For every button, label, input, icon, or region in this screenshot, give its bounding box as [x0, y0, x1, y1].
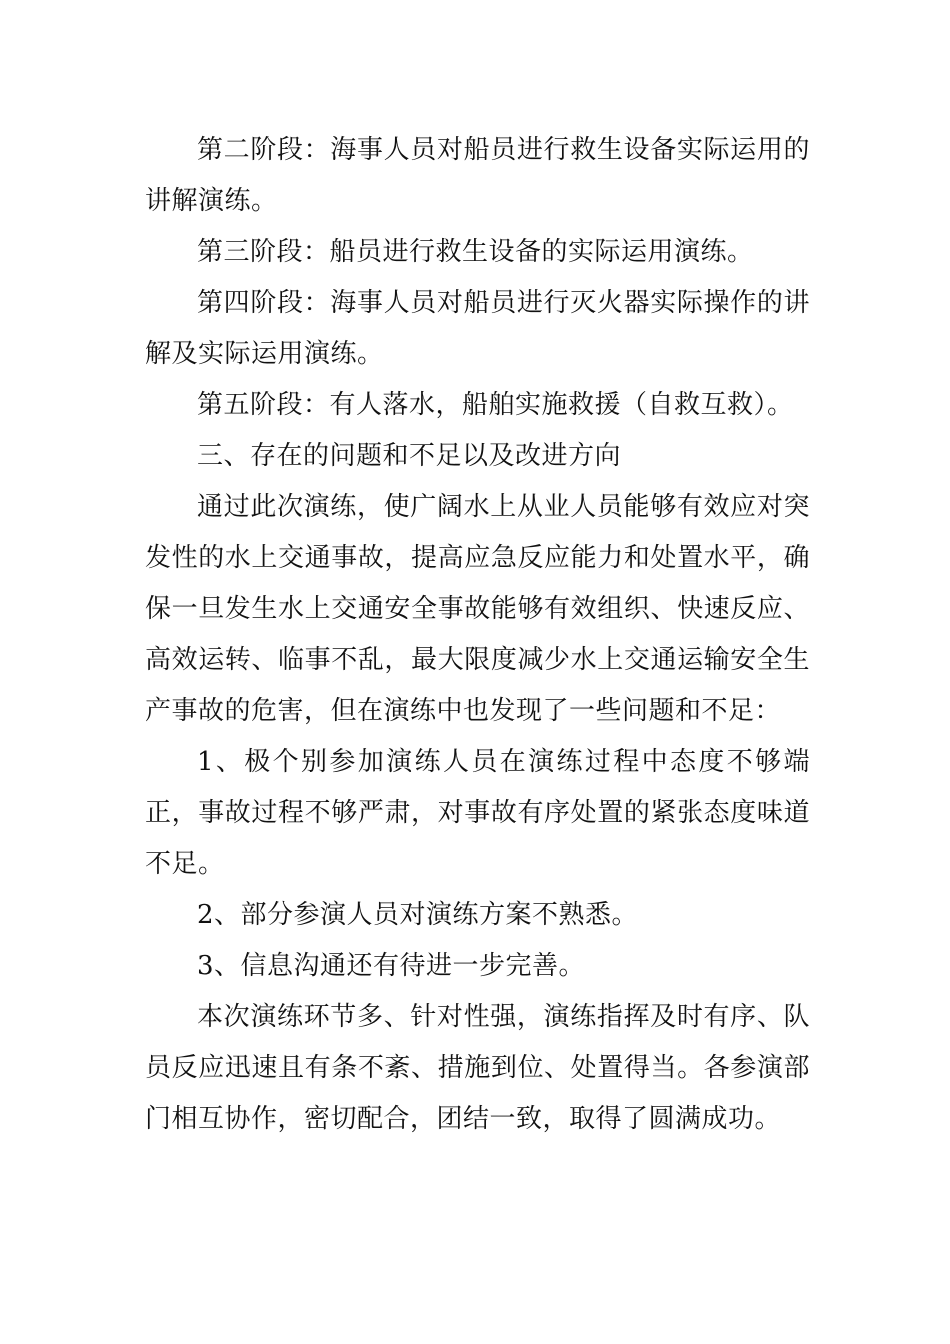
section-heading-issues: 三、存在的问题和不足以及改进方向 [197, 441, 622, 471]
paragraph-issue-2: 2、部分参演人员对演练方案不熟悉。 [197, 900, 639, 930]
paragraph-stage-two: 第二阶段：海事人员对船员进行救生设备实际运用的讲解演练。 [145, 135, 810, 216]
paragraph-stage-five: 第五阶段：有人落水，船舶实施救援（自救互救）。 [197, 390, 794, 420]
paragraph-issue-1: 1、极个别参加演练人员在演练过程中态度不够端正，事故过程不够严肃，对事故有序处置的紧张态度味道不足。 [145, 747, 810, 879]
document-body [145, 125, 810, 1145]
paragraph-stage-four: 第四阶段：海事人员对船员进行灭火器实际操作的讲解及实际运用演练。 [145, 288, 810, 369]
paragraph-summary: 通过此次演练，使广阔水上从业人员能够有效应对突发性的水上交通事故，提高应急反应能力和处置水平，确保一旦发生水上交通安全事故能够有效组织、快速反应、高效运转、临事不乱，最大限度减少水上交通运输安全生产事故的危害，但在演练中也发现了一些问题和不足： [145, 492, 810, 726]
paragraph-stage-three: 第三阶段：船员进行救生设备的实际运用演练。 [197, 237, 754, 267]
paragraph-issue-3: 3、信息沟通还有待进一步完善。 [197, 951, 586, 981]
paragraph-conclusion: 本次演练环节多、针对性强，演练指挥及时有序、队员反应迅速且有条不紊、措施到位、处置得当。各参演部门相互协作，密切配合，团结一致，取得了圆满成功。 [145, 1002, 810, 1134]
